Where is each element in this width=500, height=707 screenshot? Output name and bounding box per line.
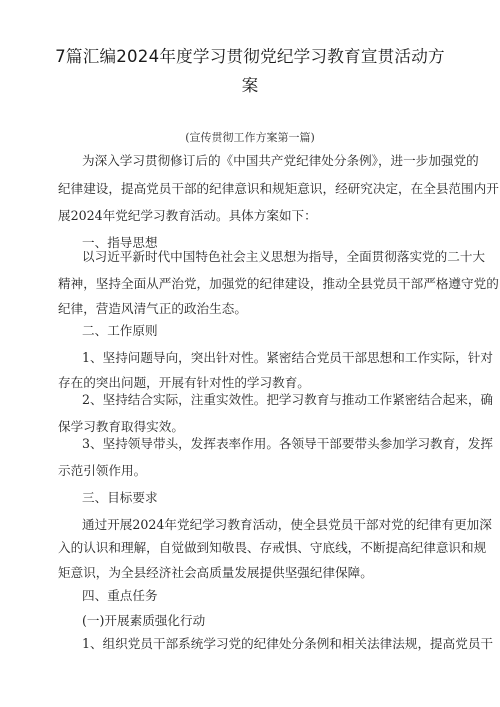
paragraph-line: 3、坚持领导带头，发挥表率作用。各领导干部要带头参加学习教育，发挥 — [82, 436, 494, 451]
document-subtitle: (宣传贯彻工作方案第一篇) — [185, 131, 315, 144]
paragraph-line: 1、坚持问题导向，突出针对性。紧密结合党员干部思想和工作实际，针对 — [82, 350, 494, 365]
paragraph-line: 存在的突出问题，开展有针对性的学习教育。 — [58, 375, 310, 390]
paragraph-line: 通过开展2024年党纪学习教育活动，使全县党员干部对党的纪律有更加深 — [82, 517, 492, 532]
section-heading: 一、指导思想 — [82, 235, 158, 250]
paragraph-line: 纪律建设，提高党员干部的纪律意识和规矩意识，经研究决定，在全县范围内开 — [58, 181, 499, 196]
paragraph-line: 以习近平新时代中国特色社会主义思想为指导，全面贯彻落实党的二十大 — [82, 249, 485, 264]
document-title-line-1: 7篇汇编2024年度学习贯彻党纪学习教育宣贯活动方 — [55, 47, 445, 66]
paragraph-line: 保学习教育取得实效。 — [58, 419, 184, 434]
section-heading: 二、工作原则 — [82, 323, 158, 338]
paragraph-line: 示范引领作用。 — [58, 463, 147, 478]
paragraph-line: 1、组织党员干部系统学习党的纪律处分条例和相关法律法规，提高党员干 — [82, 636, 494, 651]
paragraph-line: 2、坚持结合实际，注重实效性。把学习教育与推动工作紧密结合起来，确 — [82, 392, 494, 407]
paragraph-line: 纪律，营造风清气正的政治生态。 — [58, 301, 247, 316]
paragraph-line: 入的认识和理解，自觉做到知敬畏、存戒惧、守底线，不断提高纪律意识和规 — [58, 540, 487, 555]
subsection-heading: (一)开展素质强化行动 — [82, 613, 206, 628]
paragraph-line: 精神，坚持全面从严治党，加强党的纪律建设，推动全县党员干部严格遵守党的 — [58, 276, 499, 291]
paragraph-line: 展2024年党纪学习教育活动。具体方案如下： — [58, 208, 317, 223]
paragraph-line: 为深入学习贯彻修订后的《中国共产党纪律处分条例》，进一步加强党的 — [82, 153, 479, 168]
section-heading: 三、目标要求 — [82, 490, 158, 505]
paragraph-line: 矩意识，为全县经济社会高质量发展提供坚强纪律保障。 — [58, 565, 373, 580]
document-title-line-2: 案 — [241, 76, 259, 95]
section-heading: 四、重点任务 — [82, 588, 158, 603]
